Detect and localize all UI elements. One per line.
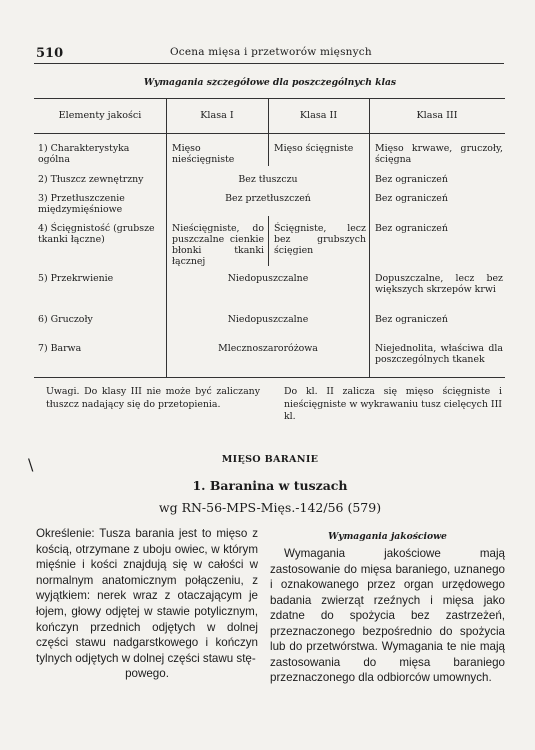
row7-element: 7) Barwa — [38, 343, 82, 354]
row4-klasa-2: Ścięgniste, lecz bez grubszych ścięgien — [274, 223, 366, 256]
row4-klasa-3: Bez ograniczeń — [375, 223, 448, 234]
row3-klasy-1-2: Bez przetłuszczeń — [225, 193, 311, 204]
row6-klasy-1-2: Niedopuszczalne — [227, 314, 309, 325]
row1-klasa-3: Mięso krwawe, gruczoły, ścięgna — [375, 143, 503, 165]
table-bottom-rule — [34, 377, 505, 378]
row1-klasa-2: Mięso ścięgniste — [274, 143, 354, 154]
table-top-rule — [34, 98, 505, 99]
row1-klasa-1: Mięso nieścięgniste — [172, 143, 235, 165]
table-vline-2-row1 — [268, 133, 269, 166]
row2-klasa-3: Bez ograniczeń — [375, 174, 448, 185]
section-title: MIĘSO BARANIE — [221, 454, 319, 465]
row5-klasy-1-2: Niedopuszczalne — [227, 273, 309, 284]
row4-klasa-1: Nieścięgniste, do puszczalne cienkie błonki tkanki łącznej — [172, 223, 264, 267]
table-vline-3 — [369, 98, 370, 377]
row5-element: 5) Przekrwienie — [38, 273, 114, 284]
header-klasa-1: Klasa I — [200, 110, 234, 121]
row1-element: 1) Charakterystyka ogólna — [38, 143, 130, 165]
row5-klasa-3: Dopuszczalne, lecz bez większych skrzepów krwi — [375, 273, 503, 295]
definition-column — [36, 526, 258, 682]
row4-element: 4) Ścięgnistość (grubsze tkanki łączne) — [38, 223, 155, 245]
header-elementy: Elementy jakości — [58, 110, 142, 121]
page-number: 510 — [36, 46, 64, 61]
table-header-rule — [34, 133, 505, 134]
row6-element: 6) Gruczoły — [38, 314, 93, 325]
note-right: Do kl. II zalicza się mięso ścięgniste i nieścięgniste w wykrawaniu tusz cielęcych III kl. — [284, 386, 502, 422]
header-klasa-2: Klasa II — [299, 110, 338, 121]
table-vline-2-header — [268, 98, 269, 133]
row7-klasa-3: Niejednolita, właściwa dla poszczególnych tkanek — [375, 343, 503, 365]
row3-klasa-3: Bez ograniczeń — [375, 193, 448, 204]
quality-heading: Wymagania jakościowe — [328, 531, 447, 542]
table-vline-1 — [166, 98, 167, 377]
header-klasa-3: Klasa III — [416, 110, 458, 121]
definition-text: Określenie: Tusza barania jest to mięso z kością, otrzymane z uboju owiec, w którym mięśnie i kości znajdują się w całości w normalnym anatomicznym połączeniu, z wyjątkiem: nerek wraz z otaczającym je łojem, głowy odjętej w stawie potylicznym, kończyn przednich odjętych w dolnej części stawu nadgarstkowego i kończyn tylnych odjętych w dolnej części stawu stę- — [36, 527, 258, 665]
row2-klasy-1-2: Bez tłuszczu — [238, 174, 298, 185]
header-rule — [34, 63, 504, 64]
table-caption: Wymagania szczegółowe dla poszczególnych klas — [143, 77, 397, 88]
standard-reference: wg RN-56-MPS-Mięs.-142/56 (579) — [158, 500, 382, 515]
row2-element: 2) Tłuszcz zewnętrzny — [38, 174, 144, 185]
row7-klasy-1-2: Mlecznoszaroróżowa — [218, 343, 318, 354]
margin-mark: \ — [28, 455, 34, 474]
sub-heading: 1. Baranina w tuszach — [192, 478, 348, 493]
definition-last-line: powego. — [125, 667, 169, 681]
quality-text: Wymagania jakościowe mają zastosowanie do mięsa baraniego, uznanego i oznakowanego przez organ urzędowego badania zwierząt rzeźnych i mięsa jako zdatne do spożycia bez zastrzeżeń, przeznaczonego bezpośrednio do spożycia lub do przetwórstwa. Wymagania te nie mają zastosowania do mięsa baraniego przeznaczonego dla odbiorców umownych. — [270, 547, 505, 684]
row3-element: 3) Przetłuszczenie międzymięśniowe — [38, 193, 125, 215]
table-vline-2-row4 — [268, 216, 269, 266]
note-left: Uwagi. Do klasy III nie może być zaliczany tłuszcz nadający się do przetopienia. — [46, 386, 260, 410]
row6-klasa-3: Bez ograniczeń — [375, 314, 448, 325]
running-title: Ocena mięsa i przetworów mięsnych — [170, 46, 372, 58]
